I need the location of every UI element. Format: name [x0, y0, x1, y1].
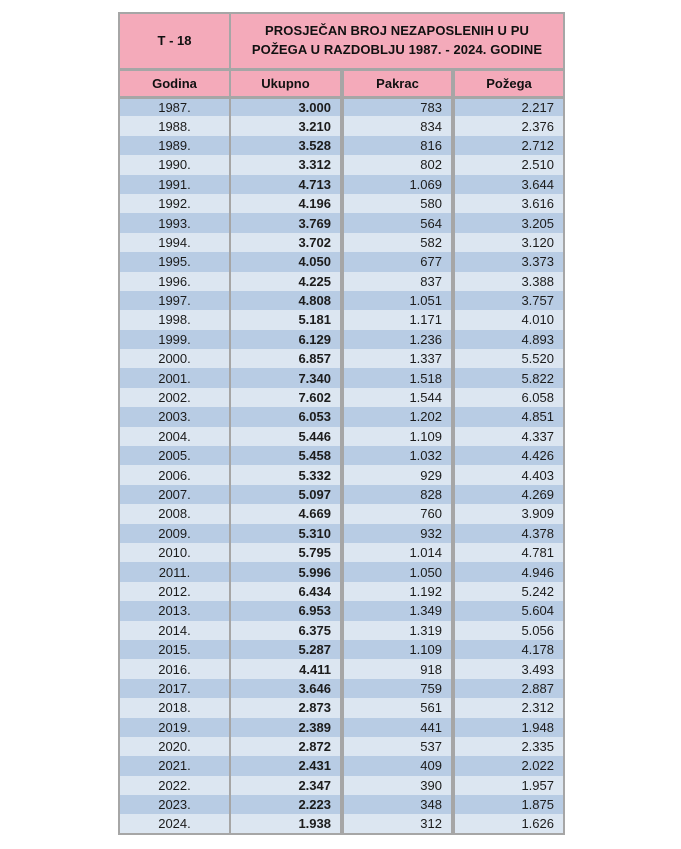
year-cell: 1991. [119, 175, 230, 194]
total-cell: 4.196 [230, 194, 342, 213]
pozega-cell: 5.822 [453, 368, 564, 387]
table-row [119, 97, 564, 116]
pozega-cell: 4.337 [453, 427, 564, 446]
table-row [119, 388, 564, 407]
year-cell: 1994. [119, 233, 230, 252]
pakrac-cell: 802 [342, 155, 453, 174]
year-cell: 1996. [119, 272, 230, 291]
table-row [119, 562, 564, 581]
total-cell: 2.431 [230, 756, 342, 775]
column-header-pozega: Požega [453, 69, 564, 97]
pozega-cell: 3.388 [453, 272, 564, 291]
pozega-cell: 4.010 [453, 310, 564, 329]
pozega-cell: 4.269 [453, 485, 564, 504]
total-cell: 5.181 [230, 310, 342, 329]
year-cell: 2014. [119, 621, 230, 640]
year-cell: 2015. [119, 640, 230, 659]
pozega-cell: 3.205 [453, 213, 564, 232]
table-row [119, 213, 564, 232]
pakrac-cell: 1.014 [342, 543, 453, 562]
pozega-cell: 4.851 [453, 407, 564, 426]
total-cell: 6.434 [230, 582, 342, 601]
table-row [119, 252, 564, 271]
unemployment-table [118, 12, 565, 835]
table-title-line2: POŽEGA U RAZDOBLJU 1987. - 2024. GODINE [251, 41, 543, 57]
pozega-cell: 1.626 [453, 814, 564, 833]
total-cell: 3.769 [230, 213, 342, 232]
table-title-line1: PROSJEČAN BROJ NEZAPOSLENIH U PU [265, 22, 529, 38]
column-header-row [119, 69, 564, 97]
total-cell: 7.602 [230, 388, 342, 407]
pakrac-cell: 837 [342, 272, 453, 291]
pozega-cell: 2.712 [453, 136, 564, 155]
total-cell: 2.347 [230, 776, 342, 795]
year-cell: 2001. [119, 368, 230, 387]
total-cell: 3.312 [230, 155, 342, 174]
total-cell: 4.225 [230, 272, 342, 291]
pozega-cell: 3.493 [453, 659, 564, 678]
pakrac-cell: 1.069 [342, 175, 453, 194]
pakrac-cell: 409 [342, 756, 453, 775]
pozega-cell: 2.510 [453, 155, 564, 174]
pakrac-cell: 759 [342, 679, 453, 698]
total-cell: 4.050 [230, 252, 342, 271]
pakrac-cell: 390 [342, 776, 453, 795]
total-cell: 6.953 [230, 601, 342, 620]
table-row [119, 465, 564, 484]
year-cell: 2019. [119, 718, 230, 737]
table-row [119, 485, 564, 504]
pozega-cell: 2.312 [453, 698, 564, 717]
year-cell: 2016. [119, 659, 230, 678]
year-cell: 2023. [119, 795, 230, 814]
table-row [119, 272, 564, 291]
table-title [230, 13, 564, 69]
pakrac-cell: 348 [342, 795, 453, 814]
table-row [119, 659, 564, 678]
pakrac-cell: 1.032 [342, 446, 453, 465]
table-row [119, 368, 564, 387]
table-row [119, 543, 564, 562]
pakrac-cell: 1.109 [342, 640, 453, 659]
year-cell: 1999. [119, 330, 230, 349]
year-cell: 2005. [119, 446, 230, 465]
pakrac-cell: 582 [342, 233, 453, 252]
year-cell: 2009. [119, 524, 230, 543]
table-header [119, 13, 564, 97]
pozega-cell: 1.957 [453, 776, 564, 795]
title-row [119, 13, 564, 69]
total-cell: 5.287 [230, 640, 342, 659]
pozega-cell: 3.120 [453, 233, 564, 252]
year-cell: 1997. [119, 291, 230, 310]
total-cell: 3.646 [230, 679, 342, 698]
pakrac-cell: 580 [342, 194, 453, 213]
table-row [119, 718, 564, 737]
year-cell: 2017. [119, 679, 230, 698]
total-cell: 6.857 [230, 349, 342, 368]
pozega-cell: 2.887 [453, 679, 564, 698]
year-cell: 1987. [119, 97, 230, 116]
pakrac-cell: 1.337 [342, 349, 453, 368]
pakrac-cell: 828 [342, 485, 453, 504]
year-cell: 1990. [119, 155, 230, 174]
pakrac-cell: 816 [342, 136, 453, 155]
table-row [119, 776, 564, 795]
pakrac-cell: 1.192 [342, 582, 453, 601]
total-cell: 3.702 [230, 233, 342, 252]
table-body [119, 97, 564, 834]
total-cell: 4.669 [230, 504, 342, 523]
pakrac-cell: 1.544 [342, 388, 453, 407]
pakrac-cell: 1.109 [342, 427, 453, 446]
pakrac-cell: 1.236 [342, 330, 453, 349]
pozega-cell: 3.909 [453, 504, 564, 523]
year-cell: 2024. [119, 814, 230, 833]
year-cell: 2007. [119, 485, 230, 504]
year-cell: 2006. [119, 465, 230, 484]
table-row [119, 621, 564, 640]
pakrac-cell: 760 [342, 504, 453, 523]
pozega-cell: 5.604 [453, 601, 564, 620]
total-cell: 5.310 [230, 524, 342, 543]
total-cell: 1.938 [230, 814, 342, 833]
pozega-cell: 4.378 [453, 524, 564, 543]
year-cell: 2020. [119, 737, 230, 756]
table-row [119, 175, 564, 194]
pakrac-cell: 561 [342, 698, 453, 717]
year-cell: 1998. [119, 310, 230, 329]
table-row [119, 155, 564, 174]
pozega-cell: 4.178 [453, 640, 564, 659]
total-cell: 5.996 [230, 562, 342, 581]
pozega-cell: 6.058 [453, 388, 564, 407]
pozega-cell: 3.757 [453, 291, 564, 310]
pakrac-cell: 918 [342, 659, 453, 678]
year-cell: 2021. [119, 756, 230, 775]
table-tag: T - 18 [119, 13, 230, 69]
table-row [119, 601, 564, 620]
table-row [119, 427, 564, 446]
table-row [119, 698, 564, 717]
table-row [119, 446, 564, 465]
table-row [119, 194, 564, 213]
pakrac-cell: 932 [342, 524, 453, 543]
total-cell: 4.713 [230, 175, 342, 194]
pakrac-cell: 677 [342, 252, 453, 271]
pozega-cell: 4.893 [453, 330, 564, 349]
pozega-cell: 2.335 [453, 737, 564, 756]
pakrac-cell: 564 [342, 213, 453, 232]
pakrac-cell: 1.319 [342, 621, 453, 640]
pozega-cell: 4.781 [453, 543, 564, 562]
year-cell: 2022. [119, 776, 230, 795]
column-header-ukupno: Ukupno [230, 69, 342, 97]
pozega-cell: 3.373 [453, 252, 564, 271]
pozega-cell: 4.426 [453, 446, 564, 465]
table-row [119, 349, 564, 368]
total-cell: 3.210 [230, 116, 342, 135]
total-cell: 2.873 [230, 698, 342, 717]
pozega-cell: 3.616 [453, 194, 564, 213]
year-cell: 2012. [119, 582, 230, 601]
table-row [119, 310, 564, 329]
pozega-cell: 1.948 [453, 718, 564, 737]
pakrac-cell: 1.518 [342, 368, 453, 387]
table-row [119, 504, 564, 523]
total-cell: 2.223 [230, 795, 342, 814]
table-row [119, 756, 564, 775]
table-row [119, 679, 564, 698]
year-cell: 1992. [119, 194, 230, 213]
pozega-cell: 4.403 [453, 465, 564, 484]
pozega-cell: 4.946 [453, 562, 564, 581]
pakrac-cell: 929 [342, 465, 453, 484]
table-row [119, 737, 564, 756]
pakrac-cell: 1.202 [342, 407, 453, 426]
year-cell: 2011. [119, 562, 230, 581]
pakrac-cell: 537 [342, 737, 453, 756]
pozega-cell: 5.242 [453, 582, 564, 601]
table-row [119, 640, 564, 659]
total-cell: 5.332 [230, 465, 342, 484]
total-cell: 5.458 [230, 446, 342, 465]
total-cell: 5.795 [230, 543, 342, 562]
table-row [119, 136, 564, 155]
table-row [119, 524, 564, 543]
total-cell: 6.053 [230, 407, 342, 426]
pakrac-cell: 783 [342, 97, 453, 116]
year-cell: 2000. [119, 349, 230, 368]
pakrac-cell: 834 [342, 116, 453, 135]
year-cell: 1993. [119, 213, 230, 232]
table-row [119, 407, 564, 426]
pakrac-cell: 1.171 [342, 310, 453, 329]
year-cell: 1995. [119, 252, 230, 271]
year-cell: 2018. [119, 698, 230, 717]
total-cell: 5.446 [230, 427, 342, 446]
total-cell: 7.340 [230, 368, 342, 387]
total-cell: 4.411 [230, 659, 342, 678]
pakrac-cell: 312 [342, 814, 453, 833]
total-cell: 3.000 [230, 97, 342, 116]
pozega-cell: 5.520 [453, 349, 564, 368]
year-cell: 2003. [119, 407, 230, 426]
total-cell: 2.389 [230, 718, 342, 737]
year-cell: 1989. [119, 136, 230, 155]
table-row [119, 795, 564, 814]
total-cell: 3.528 [230, 136, 342, 155]
column-header-godina: Godina [119, 69, 230, 97]
year-cell: 2008. [119, 504, 230, 523]
pozega-cell: 5.056 [453, 621, 564, 640]
table-row [119, 330, 564, 349]
total-cell: 6.375 [230, 621, 342, 640]
year-cell: 1988. [119, 116, 230, 135]
pakrac-cell: 1.349 [342, 601, 453, 620]
table-row [119, 814, 564, 833]
table-row [119, 291, 564, 310]
year-cell: 2004. [119, 427, 230, 446]
column-header-pakrac: Pakrac [342, 69, 453, 97]
table-row [119, 233, 564, 252]
year-cell: 2010. [119, 543, 230, 562]
year-cell: 2002. [119, 388, 230, 407]
pozega-cell: 1.875 [453, 795, 564, 814]
pakrac-cell: 1.051 [342, 291, 453, 310]
total-cell: 6.129 [230, 330, 342, 349]
total-cell: 5.097 [230, 485, 342, 504]
pozega-cell: 2.217 [453, 97, 564, 116]
total-cell: 4.808 [230, 291, 342, 310]
pakrac-cell: 1.050 [342, 562, 453, 581]
table-row [119, 582, 564, 601]
pozega-cell: 2.022 [453, 756, 564, 775]
pakrac-cell: 441 [342, 718, 453, 737]
pozega-cell: 2.376 [453, 116, 564, 135]
total-cell: 2.872 [230, 737, 342, 756]
year-cell: 2013. [119, 601, 230, 620]
table-row [119, 116, 564, 135]
pozega-cell: 3.644 [453, 175, 564, 194]
